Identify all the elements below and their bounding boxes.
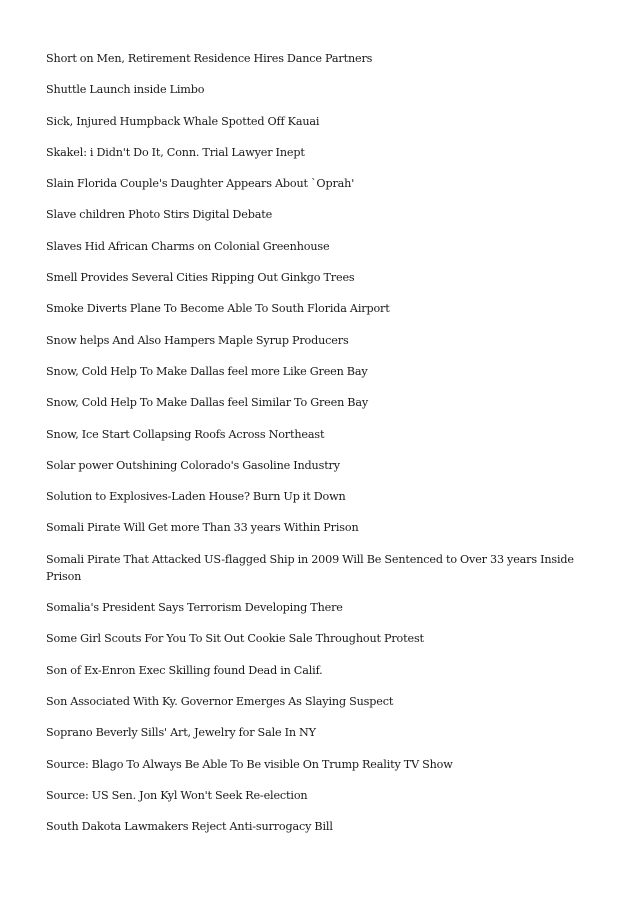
headline-list (46, 50, 586, 849)
headline-item: Some Girl Scouts For You To Sit Out Cookie Sale Throughout Protest (46, 632, 424, 646)
headline-item: Skakel: i Didn't Do It, Conn. Trial Lawyer Inept (46, 145, 305, 159)
headline-item: Snow helps And Also Hampers Maple Syrup Producers (46, 333, 349, 347)
headline-item: Somalia's President Says Terrorism Developing There (46, 601, 343, 615)
headline-item: South Dakota Lawmakers Reject Anti-surrogacy Bill (46, 820, 333, 834)
headline-item: Snow, Cold Help To Make Dallas feel more Like Green Bay (46, 364, 368, 378)
headline-item: Short on Men, Retirement Residence Hires Dance Partners (46, 52, 373, 65)
headline-item: Solution to Explosives-Laden House? Burn Up it Down (46, 490, 346, 504)
headline-item: Slaves Hid African Charms on Colonial Greenhouse (46, 239, 330, 253)
headline-item: Snow, Cold Help To Make Dallas feel Similar To Green Bay (46, 396, 369, 410)
headline-item: Slain Florida Couple's Daughter Appears About `Oprah' (46, 177, 355, 191)
headline-item: Sick, Injured Humpback Whale Spotted Off Kauai (46, 114, 320, 128)
headline-item: Son of Ex-Enron Exec Skilling found Dead in Calif. (46, 663, 323, 677)
headline-item: Smoke Diverts Plane To Become Able To South Florida Airport (46, 302, 390, 316)
headline-item: Slave children Photo Stirs Digital Debate (46, 208, 273, 222)
headline-item: Son Associated With Ky. Governor Emerges As Slaying Suspect (46, 694, 394, 708)
headline-item: Snow, Ice Start Collapsing Roofs Across Northeast (46, 427, 325, 441)
headline-item: Somali Pirate Will Get more Than 33 years Within Prison (46, 521, 359, 535)
headline-item: Somali Pirate That Attacked US-flagged Ship in 2009 Will Be Sentenced to Over 33 years Inside Prison (46, 552, 574, 583)
headline-item: Smell Provides Several Cities Ripping Out Ginkgo Trees (46, 271, 355, 285)
headline-item: Source: Blago To Always Be Able To Be visible On Trump Reality TV Show (46, 757, 453, 771)
headline-item: Shuttle Launch inside Limbo (46, 83, 205, 97)
headline-item: Source: US Sen. Jon Kyl Won't Seek Re-election (46, 788, 308, 802)
headline-item: Solar power Outshining Colorado's Gasoline Industry (46, 458, 340, 472)
headline-item: Soprano Beverly Sills' Art, Jewelry for Sale In NY (46, 726, 316, 740)
